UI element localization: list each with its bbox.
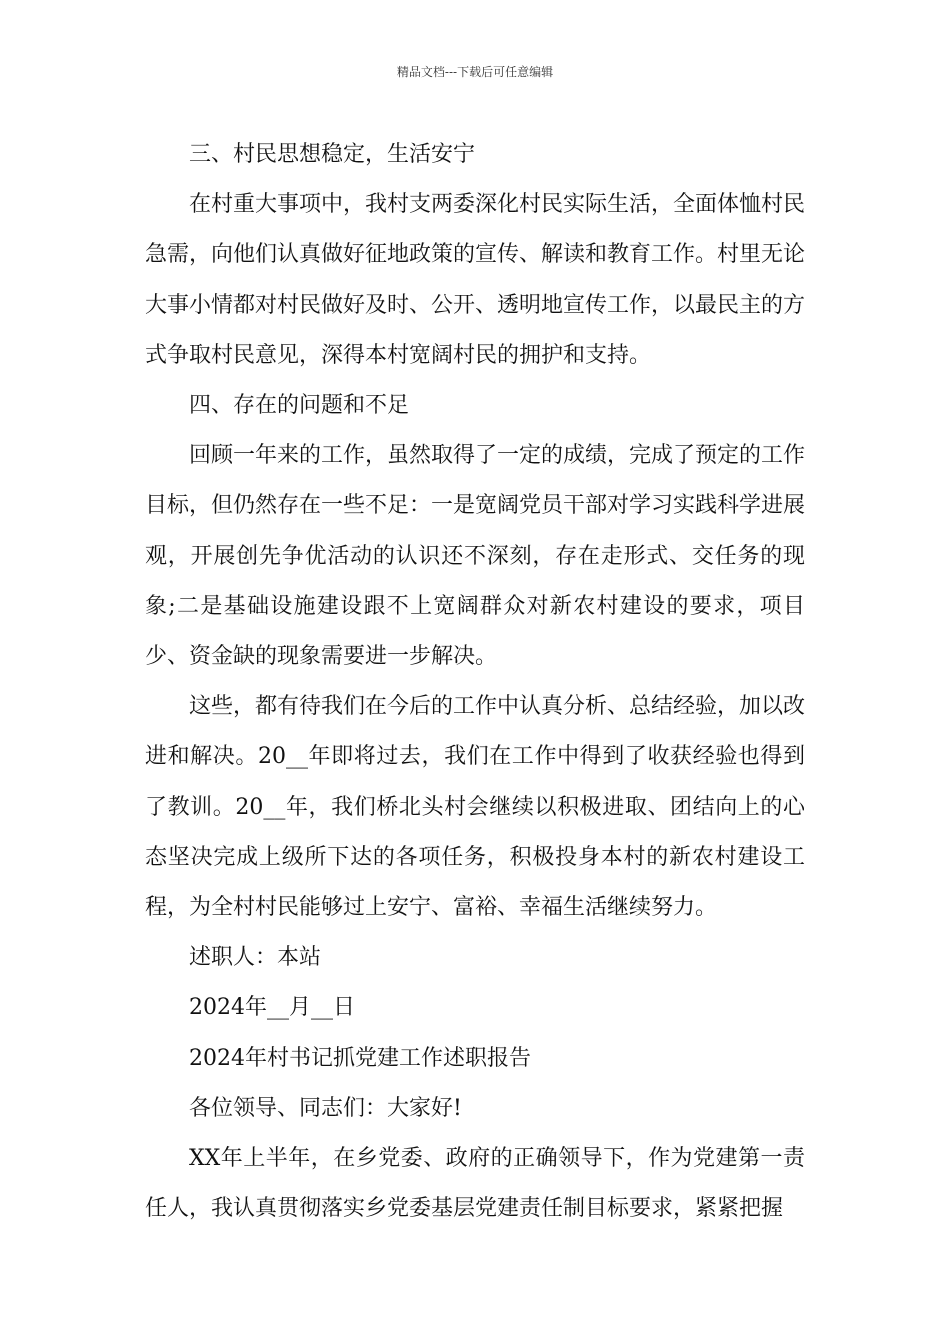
section-heading-problems: 四、存在的问题和不足 [189, 393, 410, 419]
paragraph-problems: 回顾一年来的工作，虽然取得了一定的成绩，完成了预定的工作目标，但仍然存在一些不足：一是宽阔党员干部对学习实践科学进展观，开展创先争优活动的认识还不深刻，存在走形式、交任务的现象;二是基础设施建设跟不上宽阔群众对新农村建设的要求，项目少、资金缺的现象需要进一步解决。 [145, 443, 806, 670]
date-line: 2024年__月__日 [189, 995, 355, 1021]
greeting-line: 各位领导、同志们：大家好! [189, 1095, 462, 1121]
paragraph-intro: XX年上半年，在乡党委、政府的正确领导下，作为党建第一责任人，我认真贯彻落实乡党委基层党建责任制目标要求，紧紧把握 [145, 1146, 805, 1222]
reporter-line: 述职人：本站 [189, 945, 322, 971]
report-title: 2024年村书记抓党建工作述职报告 [189, 1045, 531, 1071]
section-heading-villagers: 三、村民思想稳定，生活安宁 [189, 142, 476, 167]
document-body [145, 130, 805, 1234]
paragraph-conclusion: 这些，都有待我们在今后的工作中认真分析、总结经验，加以改进和解决。20__年即将过去，我们在工作中得到了收获经验也得到了教训。20__年，我们桥北头村会继续以积极进取、团结向上的心态坚决完成上级所下达的各项任务，积极投身本村的新农村建设工程，为全村村民能够过上安宁、富裕、幸福生活继续努力。 [145, 694, 806, 921]
paragraph-villagers: 在村重大事项中，我村支两委深化村民实际生活，全面体恤村民急需，向他们认真做好征地政策的宣传、解读和教育工作。村里无论大事小情都对村民做好及时、公开、透明地宣传工作，以最民主的方式争取村民意见，深得本村宽阔村民的拥护和支持。 [145, 192, 806, 368]
page-header: 精品文档---下载后可任意编辑 [396, 65, 554, 79]
